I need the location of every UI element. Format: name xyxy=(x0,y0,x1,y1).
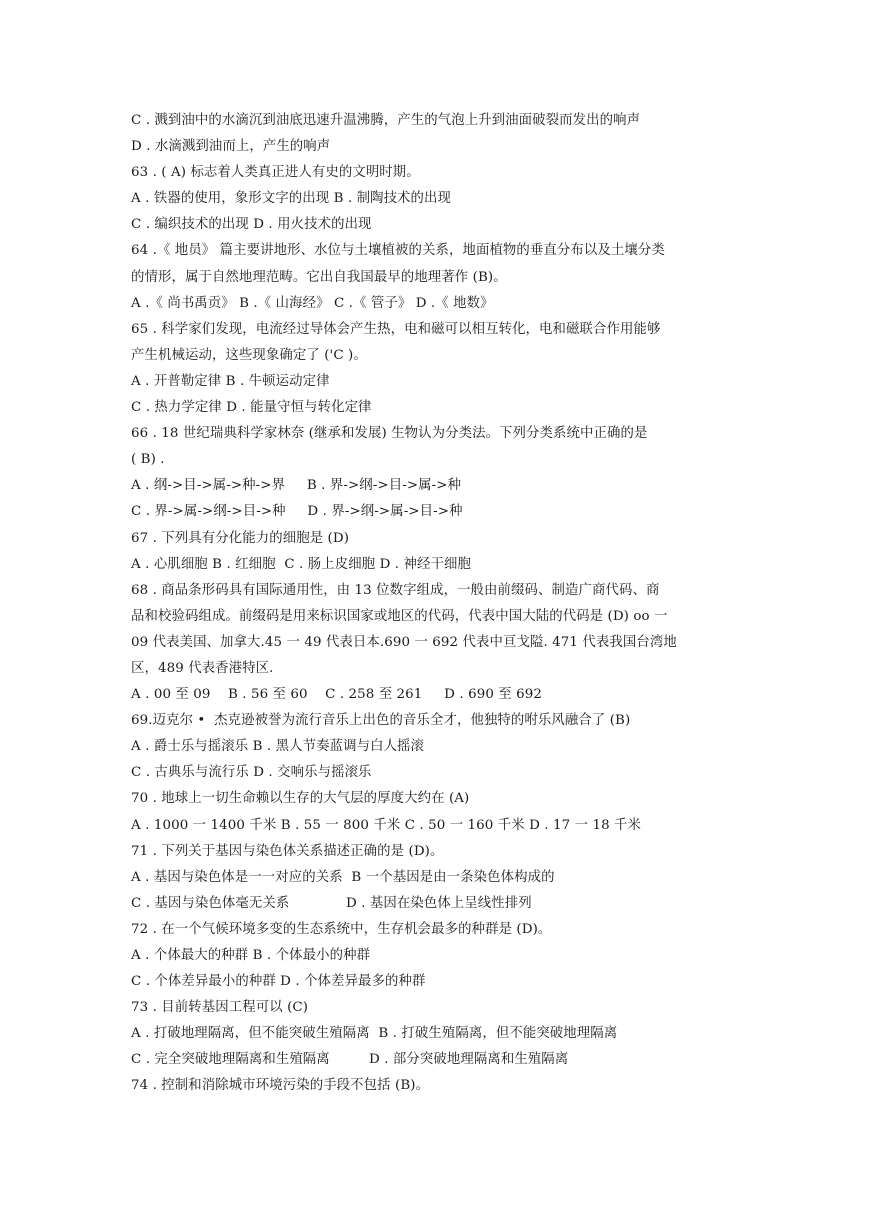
text-line: C . 溅到油中的水滴沉到油底迅速升温沸腾，产生的气泡上升到油面破裂而发出的响声 xyxy=(131,113,641,128)
text-line: 产生机械运动，这些现象确定了 ('C )。 xyxy=(131,347,367,363)
question-73: 73 . 目前转基因工程可以 (C) xyxy=(131,1000,309,1016)
text-line: C . 完全突破地理隔离和生殖隔离 D . 部分突破地理隔离和生殖隔离 xyxy=(131,1052,569,1068)
text-line: 区，489 代表香港特区. xyxy=(131,660,274,676)
text-line: D . 水滴溅到油而上，产生的响声 xyxy=(131,139,331,155)
text-line: A . 打破地理隔离，但不能突破生殖隔离 B . 打破生殖隔离，但不能突破地理隔离 xyxy=(131,1026,618,1042)
text-line: 品和校验码组成。前缀码是用来标识国家或地区的代码，代表中国大陆的代码是 (D) oo 一 xyxy=(131,608,668,624)
text-line: 09 代表美国、加拿大.45 一 49 代表日本.690 一 692 代表中亘戈隘. 471 代表我国台湾地 xyxy=(131,634,677,650)
text-line: C . 基因与染色体毫无关系 D . 基因在染色体上呈线性排列 xyxy=(131,895,532,911)
text-line: A . 铁器的使用，象形文字的出现 B . 制陶技术的出现 xyxy=(131,191,452,207)
question-71: 71 . 下列关于基因与染色体关系描述正确的是 (D)。 xyxy=(131,843,444,859)
text-line: C . 个体差异最小的种群 D . 个体差异最多的种群 xyxy=(131,974,426,990)
question-66: 66 . 18 世纪瑞典科学家林奈 (继承和发展) 生物认为分类法。下列分类系统中正确的是 xyxy=(131,426,648,442)
text-line: 的情形，属于自然地理范畴。它出自我国最早的地理著作 (B)。 xyxy=(131,269,507,285)
text-line: C . 编织技术的出现 D . 用火技术的出现 xyxy=(131,217,372,233)
question-67: 67 . 下列具有分化能力的细胞是 (D) xyxy=(131,530,350,546)
text-line: A .《 尚书禹贡》 B .《 山海经》 C .《 管子》 D .《 地数》 xyxy=(131,295,494,311)
document-body xyxy=(131,108,741,1100)
question-63: 63 . ( A) 标志着人类真正进人有史的文明时期。 xyxy=(131,165,420,181)
question-69: 69.迈克尔 • 杰克逊被誉为流行音乐上出色的音乐全才，他独特的咐乐风融合了 (B) xyxy=(131,713,631,729)
text-line: C . 界->属->纲->目->种 D . 界->纲->属->目->种 xyxy=(131,504,463,520)
text-line: A . 爵士乐与摇滚乐 B . 黑人节奏蓝调与白人摇滚 xyxy=(131,739,425,755)
text-line: C . 热力学定律 D . 能量守恒与转化定律 xyxy=(131,400,372,416)
text-line: A . 00 至 09 B . 56 至 60 C . 258 至 261 D . 690 至 692 xyxy=(131,687,543,703)
question-72: 72 . 在一个气候环境多变的生态系统中，生存机会最多的种群是 (D)。 xyxy=(131,921,552,937)
text-line: ( B) . xyxy=(131,452,165,468)
question-64: 64 .《 地员》 篇主要讲地形、水位与土壤植被的关系，地面植物的垂直分布以及土壤分类 xyxy=(131,243,665,259)
text-line: A . 基因与染色体是一一对应的关系 B 一个基因是由一条染色体构成的 xyxy=(131,869,555,885)
question-65: 65 . 科学家们发现，电流经过导体会产生热，电和磁可以相互转化，电和磁联合作用能够 xyxy=(131,321,661,337)
question-74: 74 . 控制和消除城市环境污染的手段不包括 (B)。 xyxy=(131,1078,430,1094)
text-line: A . 心肌细胞 B . 红细胞 C . 肠上皮细胞 D . 神经干细胞 xyxy=(131,556,471,572)
text-line: A . 1000 一 1400 千米 B . 55 一 800 千米 C . 50 一 160 千米 D . 17 一 18 千米 xyxy=(131,817,642,833)
question-68: 68 . 商品条形码具有国际通用性，由 13 位数字组成，一般由前缀码、制造广商代码、商 xyxy=(131,582,660,598)
text-line: A . 纲->目->属->种->界 B . 界->纲->目->属->种 xyxy=(131,478,462,494)
text-line: C . 古典乐与流行乐 D . 交响乐与摇滚乐 xyxy=(131,765,372,781)
text-line: A . 个体最大的种群 B . 个体最小的种群 xyxy=(131,948,371,963)
text-line: A . 开普勒定律 B . 牛顿运动定律 xyxy=(131,373,330,389)
question-70: 70 . 地球上一切生命赖以生存的大气层的厚度大约在 (A) xyxy=(131,791,470,807)
